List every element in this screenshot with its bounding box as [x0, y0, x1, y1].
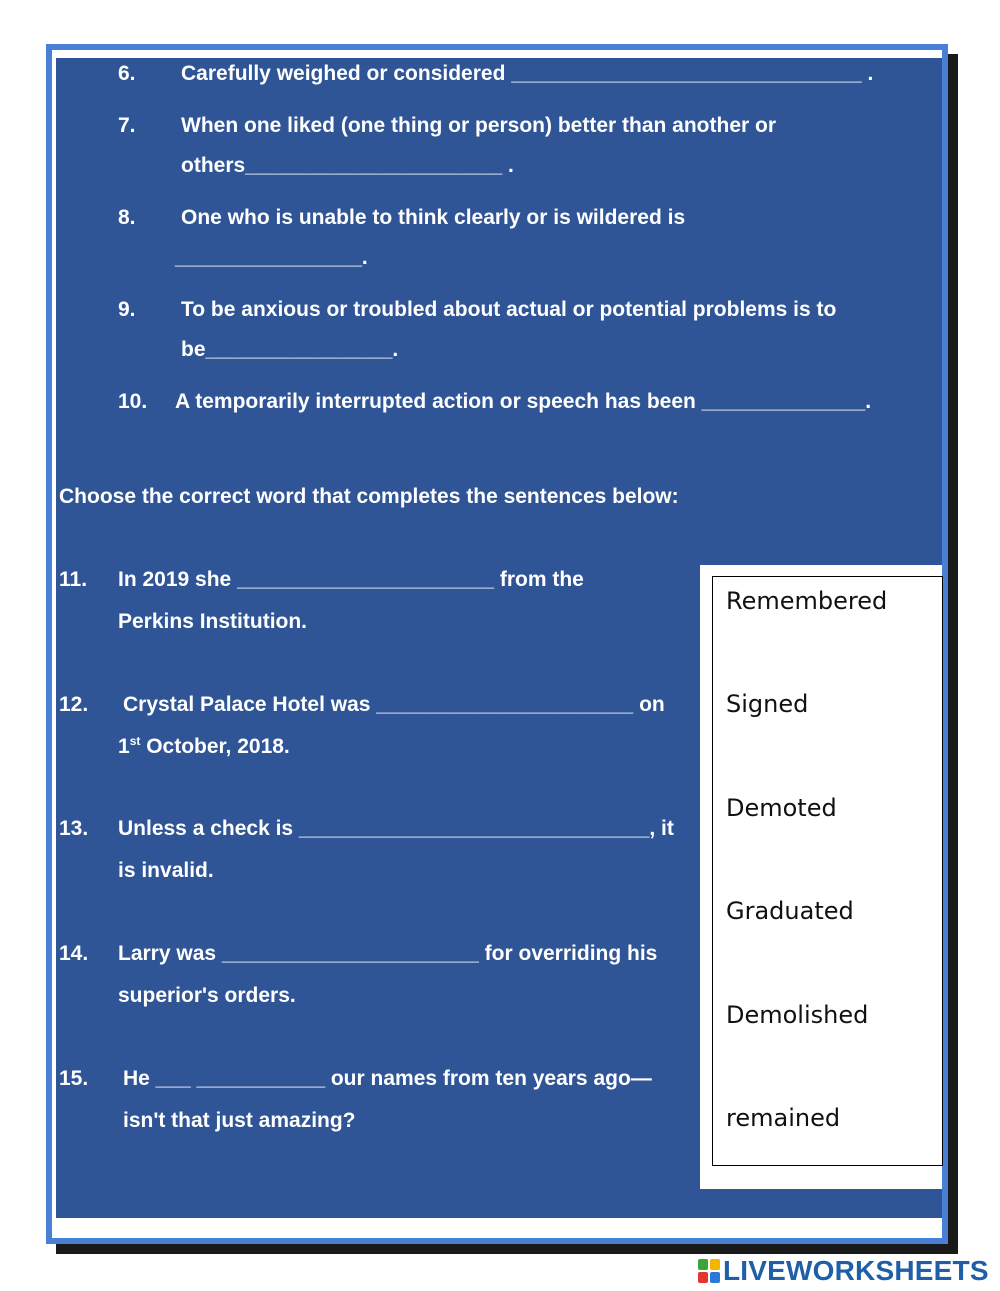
logo-text: LIVEWORKSHEETS [723, 1255, 989, 1286]
word-bank [712, 576, 943, 1166]
q14-number: 14. [59, 942, 89, 965]
liveworksheets-logo [698, 1256, 989, 1286]
q7-number: 7. [118, 114, 136, 137]
q7-blank[interactable]: others______________________ . [181, 154, 514, 177]
q8-text: One who is unable to think clearly or is wildered is [181, 206, 686, 229]
q10-number: 10. [118, 390, 148, 413]
q11-text-2: Perkins Institution. [118, 610, 308, 633]
q10-text[interactable]: A temporarily interrupted action or speech has been ______________. [175, 390, 872, 413]
q11-text[interactable]: In 2019 she ______________________ from the [118, 568, 584, 591]
q8-number: 8. [118, 206, 136, 229]
instruction-heading: Choose the correct word that completes the sentences below: [59, 485, 679, 508]
q14-text[interactable]: Larry was ______________________ for overriding his [118, 942, 658, 965]
q11-number: 11. [59, 568, 88, 591]
q14-text-2: superior's orders. [118, 984, 296, 1007]
word-option[interactable]: Demolished [726, 1001, 869, 1029]
word-option[interactable]: Graduated [726, 897, 854, 925]
q13-text[interactable]: Unless a check is ______________________________, it [118, 817, 674, 840]
word-option[interactable]: remained [726, 1104, 841, 1132]
word-option[interactable]: Demoted [726, 794, 837, 822]
q12-text[interactable]: Crystal Palace Hotel was ______________________ on [123, 693, 665, 716]
q6-text[interactable]: Carefully weighed or considered ______________________________ . [181, 62, 874, 85]
word-option[interactable]: Signed [726, 690, 809, 718]
q12-number: 12. [59, 693, 89, 716]
logo-icon [698, 1259, 720, 1283]
q13-number: 13. [59, 817, 89, 840]
q15-text-2: isn't that just amazing? [123, 1109, 356, 1132]
q6-number: 6. [118, 62, 136, 85]
q9-number: 9. [118, 298, 136, 321]
q9-blank[interactable]: be________________. [181, 338, 399, 361]
q13-text-2: is invalid. [118, 859, 214, 882]
q12-text-2: 1st October, 2018. [118, 734, 290, 758]
q7-text: When one liked (one thing or person) better than another or [181, 114, 777, 137]
word-option[interactable]: Remembered [726, 587, 888, 615]
q15-number: 15. [59, 1067, 89, 1090]
q9-text: To be anxious or troubled about actual or potential problems is to [181, 298, 837, 321]
q15-text[interactable]: He ___ ___________ our names from ten years ago— [123, 1067, 652, 1090]
q8-blank[interactable]: ________________. [175, 246, 368, 269]
